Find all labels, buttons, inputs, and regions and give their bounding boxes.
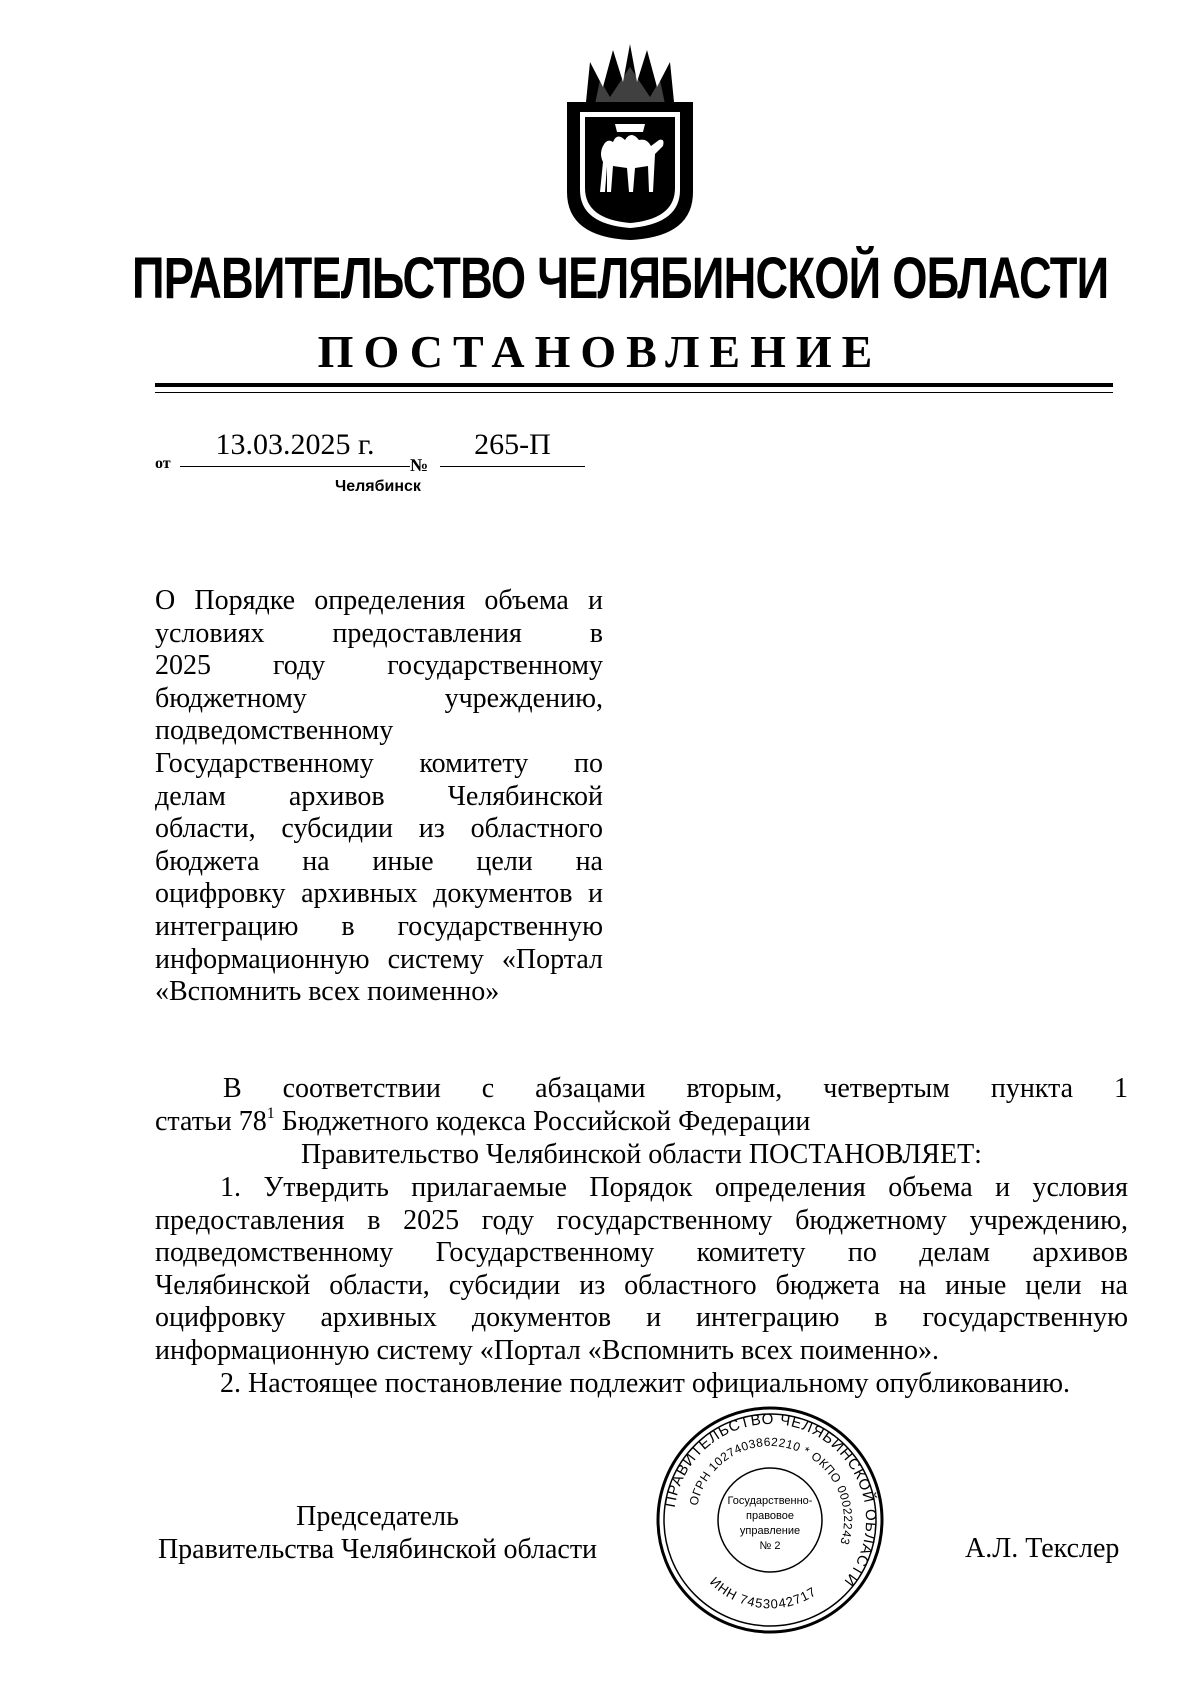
header-divider-thick	[155, 383, 1113, 387]
subject-line: бюджета на иные цели на	[155, 845, 603, 877]
signatory-position-line: Правительства Челябинской области	[157, 1534, 598, 1565]
subject-line: «Вспомнить всех поименно»	[155, 976, 500, 1008]
seal-center-text: № 2	[759, 1540, 781, 1552]
seal-center-text: Государственно-	[727, 1495, 813, 1507]
seal-ring-codes: ОГРН 1027403862210 * ОКПО 00022243	[686, 1434, 856, 1547]
document-date: 13.03.2025 г.	[180, 428, 410, 467]
organization-title: ПРАВИТЕЛЬСТВО ЧЕЛЯБИНСКОЙ ОБЛАСТИ	[132, 246, 1109, 311]
subject-line: 2025 году государственному	[155, 650, 603, 682]
item-2-paragraph: 2. Настоящее постановление подлежит официальному опубликованию.	[220, 1368, 1070, 1399]
document-subject	[155, 585, 603, 1009]
article-superscript: 1	[266, 1104, 275, 1122]
legal-basis-line	[155, 1106, 1128, 1139]
seal-center-text: правовое	[746, 1510, 794, 1522]
legal-basis-line: В соответствии с абзацами вторым, четвертым пункта 1	[223, 1073, 1128, 1104]
issue-city: Челябинск	[335, 478, 421, 495]
legal-basis-text: статьи 78	[155, 1105, 267, 1137]
seal-inn: ИНН 7453042717	[707, 1573, 820, 1612]
subject-line: оцифровку архивных документов и	[155, 878, 603, 910]
decree-statement: Правительство Челябинской области ПОСТАНОВЛЯЕТ:	[301, 1139, 982, 1170]
subject-line: подведомственному	[155, 715, 394, 747]
official-seal-stamp	[650, 1400, 890, 1640]
number-label: №	[410, 455, 429, 475]
item-1-line: Челябинской области, субсидии из областного бюджета на иные цели на	[155, 1269, 1128, 1301]
signatory-position-line: Председатель	[296, 1501, 459, 1532]
item-1-paragraph	[155, 1172, 1128, 1367]
subject-line: информационную систему «Портал	[155, 943, 603, 975]
legal-basis-text: Бюджетного кодекса Российской Федерации	[274, 1105, 811, 1137]
svg-text:ИНН 7453042717	[707, 1574, 819, 1612]
legal-basis-paragraph	[155, 1073, 1128, 1138]
seal-center-text: управление	[739, 1525, 801, 1537]
subject-line: области, субсидии из областного	[155, 813, 603, 845]
item-1-line: информационную систему «Портал «Вспомнить всех поименно».	[155, 1334, 940, 1366]
item-1-line: 1. Утвердить прилагаемые Порядок определения объема и условия	[220, 1172, 1128, 1203]
signatory-name: А.Л. Текслер	[965, 1533, 1120, 1564]
subject-line: Государственному комитету по	[155, 747, 603, 779]
header-divider-thin	[155, 392, 1113, 393]
subject-line: делам архивов Челябинской	[155, 780, 603, 812]
subject-line: интеграцию в государственную	[155, 910, 603, 942]
subject-line: О Порядке определения объема и	[155, 585, 603, 616]
coat-of-arms-icon	[555, 42, 705, 242]
subject-line: бюджетному учреждению,	[155, 682, 603, 714]
signatory-position	[155, 1500, 600, 1566]
document-number: 265-П	[440, 428, 585, 467]
item-1-line: предоставления в 2025 году государственному бюджетному учреждению,	[155, 1204, 1128, 1236]
item-1-line: подведомственному Государственному комитету по делам архивов	[155, 1237, 1128, 1268]
item-1-line: оцифровку архивных документов и интеграцию в государственную	[155, 1302, 1128, 1333]
seal-outer-text: ПРАВИТЕЛЬСТВО ЧЕЛЯБИНСКОЙ ОБЛАСТИ	[661, 1410, 880, 1591]
subject-line: условиях предоставления в	[155, 617, 603, 649]
document-type-heading: ПОСТАНОВЛЕНИЕ	[317, 326, 883, 377]
date-label: от	[155, 455, 171, 472]
